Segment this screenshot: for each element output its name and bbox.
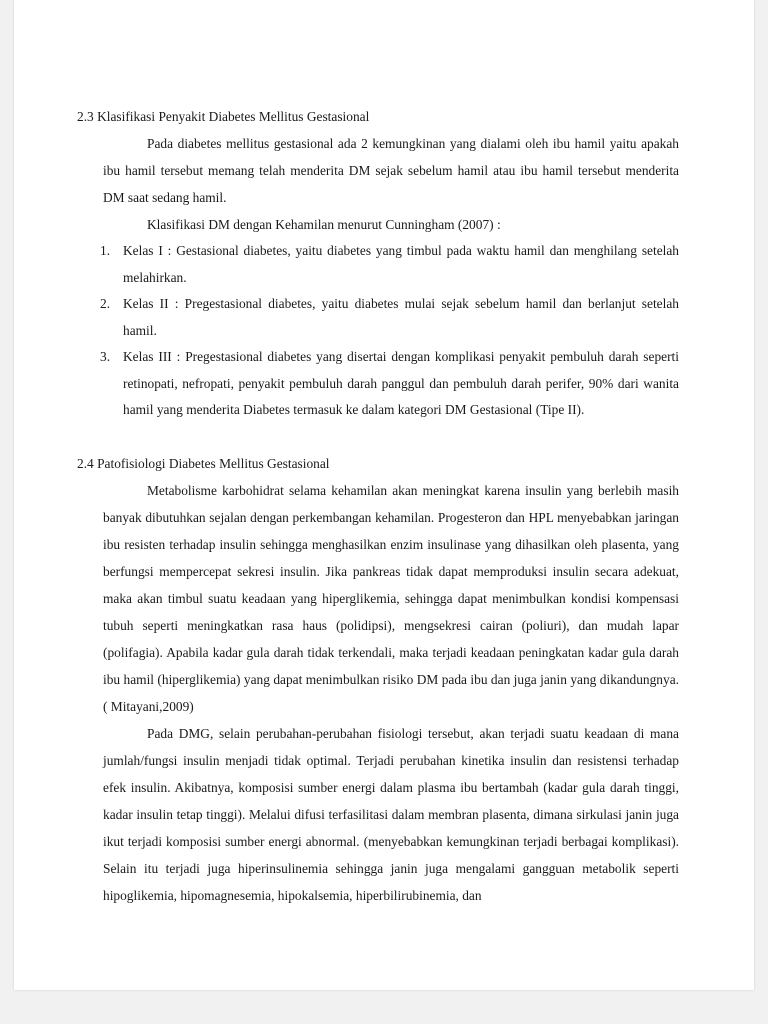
- list-number: 1.: [100, 243, 111, 258]
- classification-list: [100, 238, 679, 424]
- paragraph: Klasifikasi DM dengan Kehamilan menurut Cunningham (2007) :: [147, 217, 501, 232]
- list-item-text: Kelas I : Gestasional diabetes, yaitu diabetes yang timbul pada waktu hamil dan menghilang setelah melahirkan.: [123, 243, 679, 285]
- paragraph: Pada DMG, selain perubahan-perubahan fisiologi tersebut, akan terjadi suatu keadaan di mana jumlah/fungsi insulin menjadi tidak optimal. Terjadi perubahan kinetika insulin dan resistensi terhadap efek insulin. Akibatnya, komposisi sumber energi dalam plasma ibu bertambah (kadar gula darah tinggi, kadar insulin tetap tinggi). Melalui difusi terfasilitasi dalam membran plasenta, dimana sirkulasi janin juga ikut terjadi komposisi sumber energi abnormal. (menyebabkan kemungkinan terjadi berbagai komplikasi). Selain itu terjadi juga hiperinsulinemia sehingga janin juga mengalami gangguan metabolik seperti hipoglikemia, hipomagnesemia, hipokalsemia, hiperbilirubinemia, dan: [103, 725, 679, 903]
- paragraph: Metabolisme karbohidrat selama kehamilan akan meningkat karena insulin yang berlebih masih banyak dibutuhkan sejalan dengan perkembangan kehamilan. Progesteron dan HPL menyebabkan jaringan ibu resisten terhadap insulin sehingga menghasilkan enzim insulinase yang dihasilkan oleh plasenta, yang berfungsi mempercepat sekresi insulin. Jika pankreas tidak dapat memproduksi insulin secara adekuat, maka akan timbul suatu keadaan yang hiperglikemia, sehingga dapat menimbulkan kondisi kompensasi tubuh seperti meningkatkan rasa haus (polidipsi), mengsekresi cairan (poliuri), dan mudah lapar (polifagia). Apabila kadar gula darah tidak terkendali, maka terjadi keadaan peningkatan kadar gula darah ibu hamil (hiperglikemia) yang dapat menimbulkan risiko DM pada ibu dan juga janin yang dikandungnya.( Mitayani,2009): [103, 482, 679, 714]
- list-item-text: Kelas II : Pregestasional diabetes, yaitu diabetes mulai sejak sebelum hamil dan berlanjut setelah hamil.: [123, 296, 679, 338]
- section-heading-2-4: 2.4 Patofisiologi Diabetes Mellitus Gestasional: [77, 455, 330, 471]
- list-item: [100, 238, 679, 291]
- section-heading-2-3: 2.3 Klasifikasi Penyakit Diabetes Mellitus Gestasional: [77, 109, 370, 124]
- page-content: [77, 103, 679, 909]
- list-item-text: Kelas III : Pregestasional diabetes yang disertai dengan komplikasi penyakit pembuluh darah seperti retinopati, nefropati, penyakit pembuluh darah panggul dan pembuluh darah perifer, 90% dari wanita hamil yang menderita Diabetes termasuk ke dalam kategori DM Gestasional (Tipe II).: [123, 349, 679, 417]
- list-item: [100, 291, 679, 344]
- paragraph: Pada diabetes mellitus gestasional ada 2 kemungkinan yang dialami oleh ibu hamil yaitu apakah ibu hamil tersebut memang telah menderita DM sejak sebelum hamil atau ibu hamil tersebut menderita DM saat sedang hamil.: [103, 136, 679, 205]
- document-page: [14, 0, 754, 990]
- list-item: [100, 344, 679, 424]
- list-number: 2.: [100, 296, 111, 311]
- section-spacer: [103, 424, 679, 450]
- list-number: 3.: [100, 349, 111, 364]
